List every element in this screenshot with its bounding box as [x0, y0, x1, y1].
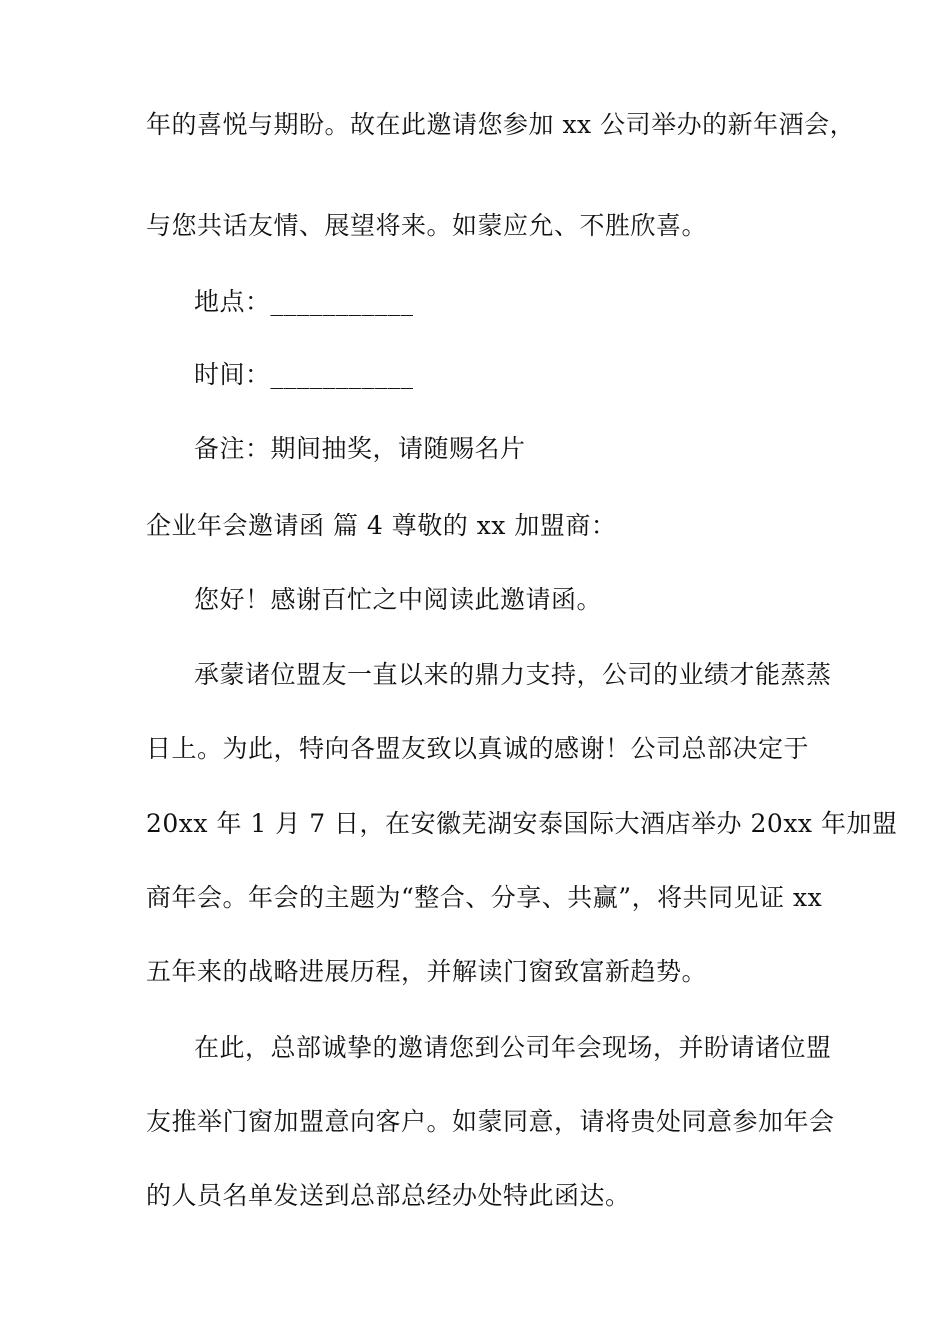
paragraph-line: 年的喜悦与期盼。故在此邀请您参加 xx 公司举办的新年酒会， [146, 110, 856, 139]
paragraph-line: 承蒙诸位盟友一直以来的鼎力支持，公司的业绩才能蒸蒸 [194, 660, 832, 689]
paragraph-line: 的人员名单发送到总部总经办处特此函达。 [146, 1181, 631, 1210]
remark-line: 备注：期间抽奖，请随赐名片 [194, 434, 526, 463]
paragraph-line: 友推举门窗加盟意向客户。如蒙同意，请将贵处同意参加年会 [146, 1107, 835, 1136]
paragraph-line: 与您共话友情、展望将来。如蒙应允、不胜欣喜。 [146, 211, 708, 240]
paragraph-line: 在此，总部诚挚的邀请您到公司年会现场，并盼请诸位盟 [194, 1033, 832, 1062]
paragraph-line: 商年会。年会的主题为“整合、分享、共赢”，将共同见证 xx [146, 883, 823, 912]
paragraph-line: 五年来的战略进展历程，并解读门窗致富新趋势。 [146, 957, 708, 986]
time-field-line: 时间：___________ [194, 360, 414, 389]
section-heading: 企业年会邀请函 篇 4 尊敬的 xx 加盟商： [146, 511, 617, 540]
greeting-line: 您好！感谢百忙之中阅读此邀请函。 [194, 585, 603, 614]
location-field-line: 地点：___________ [194, 287, 414, 316]
paragraph-line: 20xx 年 1 月 7 日，在安徽芜湖安泰国际大酒店举办 20xx 年加盟 [146, 809, 898, 838]
paragraph-line: 日上。为此，特向各盟友致以真诚的感谢！公司总部决定于 [146, 734, 810, 763]
